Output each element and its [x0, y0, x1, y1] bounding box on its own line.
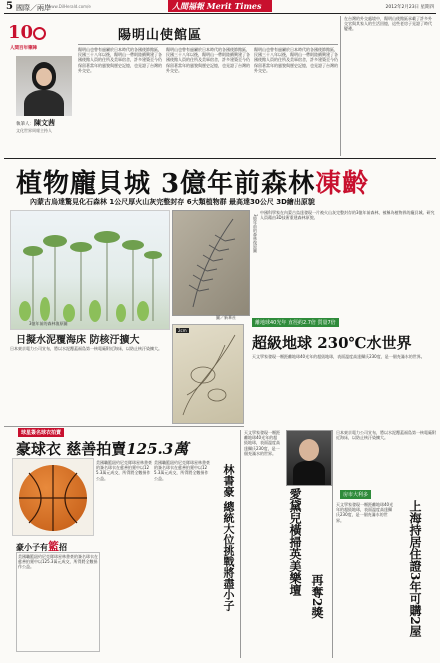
side-story-title: 日擬水泥覆海床 防核汙擴大: [16, 335, 140, 346]
sidebar-top-body: 在台灣的外交處境中，陽明山使館區承載了許多外交官與其家人的生活回憶，這些老房子見證了時代變遷。: [344, 16, 432, 32]
main-headline: 植物龐貝城 3億年前森林凍齡: [16, 169, 370, 199]
main-story-body: 中國科學家在內蒙古烏達發現一片被火山灰完整封存的3億年前森林，被稱為植物界的龐貝城。研究人員藉由3D技術重建森林原貌。: [260, 210, 435, 221]
fossil-caption: 3億年前的森林復原圖: [253, 214, 258, 253]
column-body-2: 陽明山也曾有過屬於日本時代的各國使節館區，民國三十八年以後，陽明山一帶則陸續興建了各國使館人員的住所及美軍宿舍，許多建築至今仍保留著當年的風貌與歷史記憶，也見證了台灣的外交史。: [166, 47, 250, 73]
main-subhead: 內蒙古烏達驚見化石森林 1公尺厚火山灰完整封存 6大類植物群 最高達30公尺 3D繪出原貌: [30, 198, 315, 206]
section-name: 國際／兩岸: [16, 4, 51, 12]
misc-body: 日本東京電力公司宣布，將以水泥覆蓋福島第一核電廠附近海床，以防止核汙染擴大。: [336, 430, 436, 441]
header-url: www.DilHerald.com/e: [48, 4, 91, 9]
charity-title: 豪球衣 慈善拍賣125.3萬: [16, 440, 189, 458]
jersey-caption-body: 美國職籃紐約尼克隊球星林書豪的簽名球衣在慈善拍賣中以125.3萬元成交，所得將全數捐作公益。: [16, 552, 100, 652]
singer-photo: [286, 430, 332, 486]
forest-illustration: [10, 210, 170, 330]
column-divider: [340, 16, 341, 156]
author-caption: 執筆人：陳文茜: [16, 119, 55, 127]
oscar-title-main: 愛黛兒橫掃英美樂壇: [288, 488, 302, 596]
page-number: 5: [6, 1, 13, 12]
author-photo: [16, 56, 72, 116]
property-body: 天文學家發現一顆距離地球40光年的超級地球，表面溫度高達攝氏230度，是一個充滿水的世界。: [336, 502, 394, 523]
anniversary-logo: 10: [8, 24, 68, 44]
author-role: 文化世界周報主持人: [16, 128, 52, 133]
vertical-headline: 林書豪 總統大位挑戰將盡小子: [222, 464, 235, 611]
mid-rule: [4, 426, 244, 427]
charity-body-1: 美國職籃紐約尼克隊球星林書豪的簽名球衣在慈善拍賣中以125.3萬元成交，所得將全數捐作公益。: [96, 460, 152, 481]
illustration-caption: 3億年前的森林復原圖: [29, 321, 68, 326]
column-badge: 人間百年筆陣: [10, 46, 37, 51]
property-tag: 房市大利多: [340, 490, 371, 499]
jersey-caption-title: 豪小子有籃招: [16, 540, 67, 553]
charity-body-2: 美國職籃紐約尼克隊球星林書豪的簽名球衣在慈善拍賣中以125.3萬元成交，所得將全數捐作公益。: [154, 460, 210, 481]
fossil-sample-photo: [172, 324, 244, 424]
property-title: 上海持居住證3年可購2屋: [408, 500, 422, 637]
lower-divider-1: [240, 430, 241, 658]
column-body-3: 陽明山也曾有過屬於日本時代的各國使節館區，民國三十八年以後，陽明山一帶則陸續興建了各國使館人員的住所及美軍宿舍，許多建築至今仍保留著當年的風貌與歷史記憶，也見證了台灣的外交史。: [254, 47, 338, 73]
planet-body: 天文學家發現一顆距離地球40光年的超級地球，表面溫度高達攝氏230度，是一個充滿水的世界。: [252, 354, 425, 359]
column-body-1: 陽明山也曾有過屬於日本時代的各國使節館區，民國三十八年以後，陽明山一帶則陸續興建了各國使館人員的住所及美軍宿舍，許多建築至今仍保留著當年的風貌與歷史記憶，也見證了台灣的外交史。: [78, 47, 162, 73]
charity-tag: 球星簽名球衣拍賣: [18, 428, 64, 437]
oscar-title-sub: 再奪2獎: [310, 574, 324, 619]
column-rule: [78, 44, 338, 45]
side-story-body: 日本東京電力公司宣布，將以水泥覆蓋福島第一核電廠附近海床，以防止核汙染擴大。: [10, 346, 162, 351]
newspaper-logo: 人間福報 Merit Times: [168, 0, 272, 12]
photo-credit: 圖／新華社: [216, 315, 236, 320]
fossil-photo-1: [172, 210, 250, 316]
header-rule: [4, 13, 436, 14]
jersey-photo: [12, 458, 94, 536]
oscar-body: 天文學家發現一顆距離地球40光年的超級地球，表面溫度高達攝氏230度，是一個充滿水的世界。: [244, 430, 280, 456]
planet-title: 超級地球 230℃水世界: [252, 334, 412, 352]
lower-divider-2: [332, 430, 333, 658]
column-title: 陽明山使館區: [118, 28, 203, 43]
headline-rule: [4, 158, 436, 159]
scale-label: 2cm: [178, 328, 187, 333]
planet-tag: 離地球40光年 直徑約2.7倍 質量7倍: [252, 318, 339, 327]
issue-date: 2012年2月23日 星期四: [385, 5, 434, 10]
